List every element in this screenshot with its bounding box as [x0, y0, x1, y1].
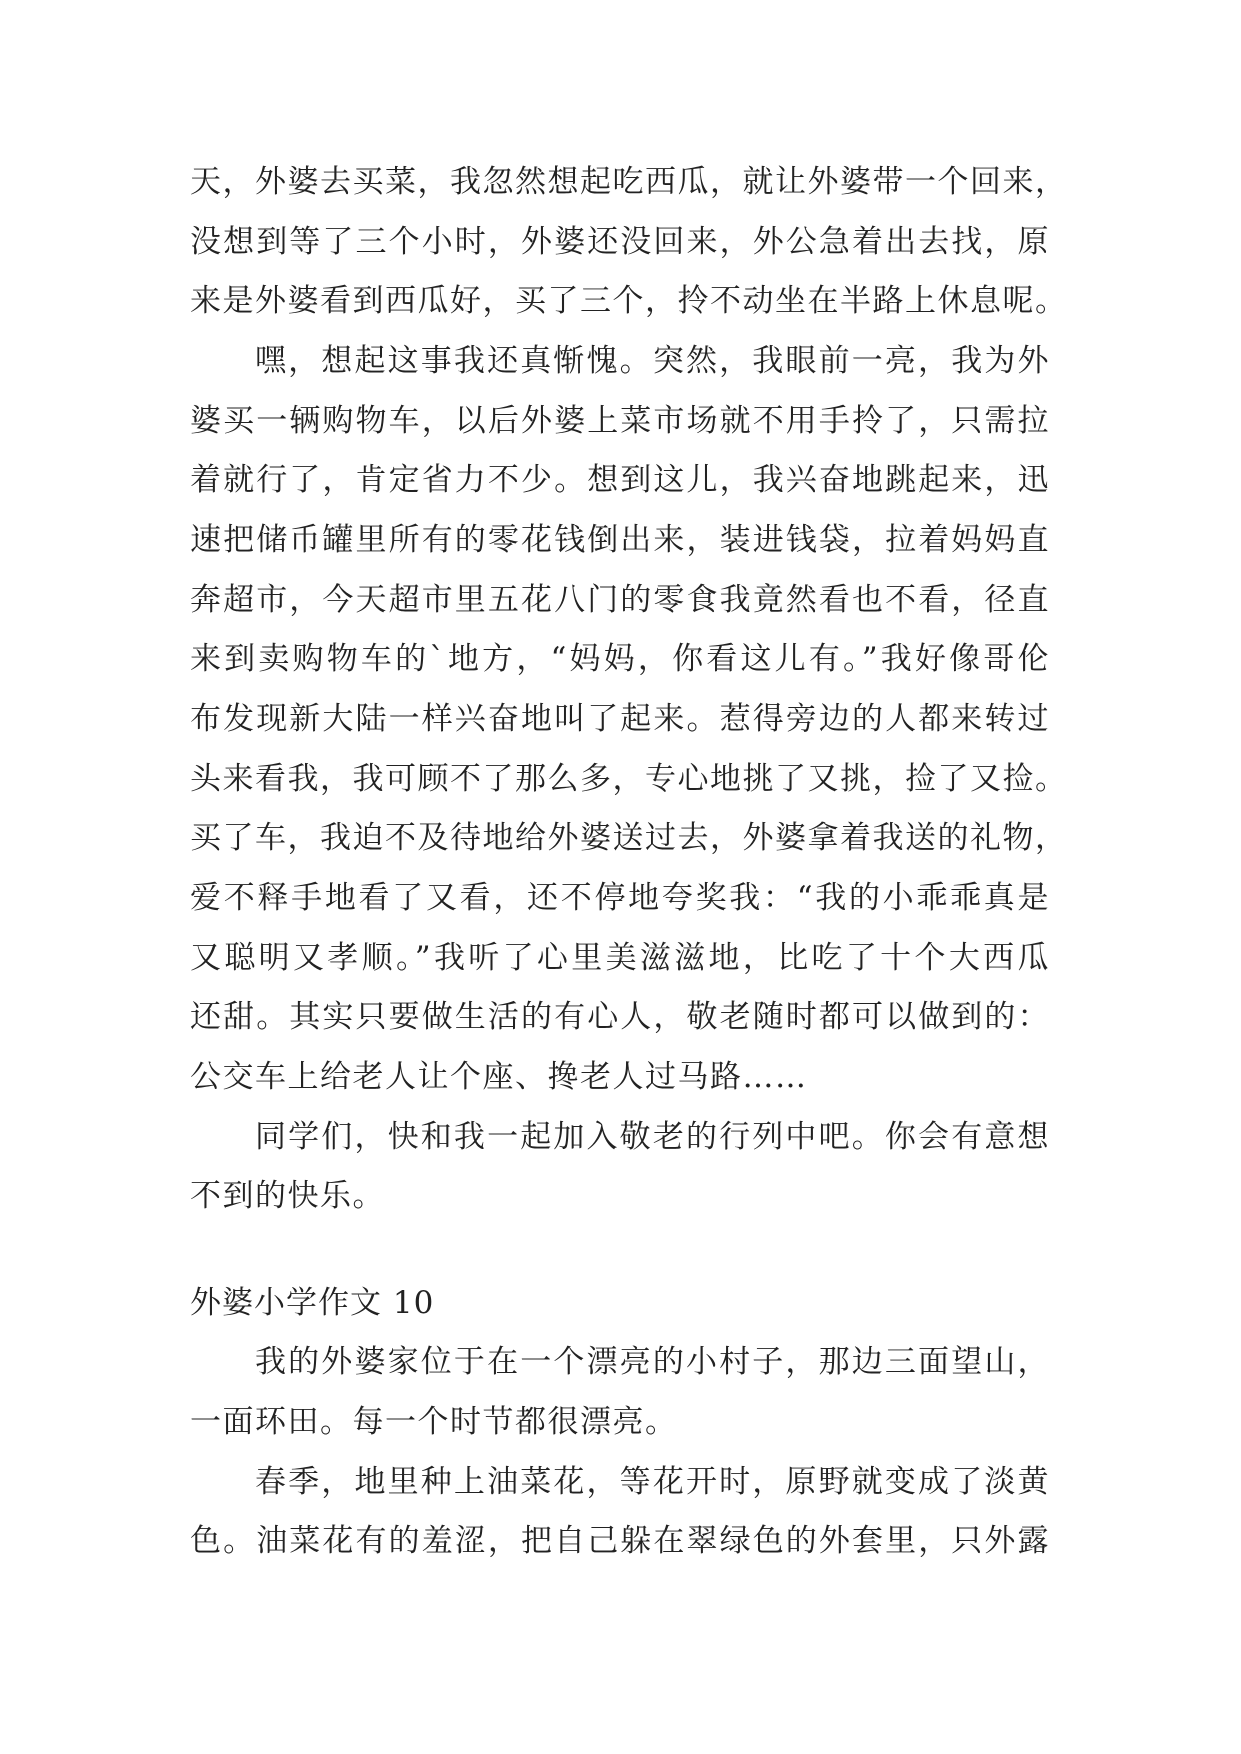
- paragraph-2-line-6: 来到卖购物车的`地方，“妈妈，你看这儿有。”我好像哥伦: [190, 641, 1050, 677]
- paragraph-2-line-7: 布发现新大陆一样兴奋地叫了起来。惹得旁边的人都来转过: [190, 701, 1050, 737]
- paragraph-1-line-1: 天，外婆去买菜，我忽然想起吃西瓜，就让外婆带一个回来，: [190, 164, 1068, 200]
- paragraph-2-line-11: 又聪明又孝顺。”我听了心里美滋滋地，比吃了十个大西瓜: [190, 940, 1050, 976]
- paragraph-3-line-2: 不到的快乐。: [190, 1178, 385, 1214]
- paragraph-2-line-10: 爱不释手地看了又看，还不停地夸奖我：“我的小乖乖真是: [190, 880, 1050, 916]
- paragraph-2-line-9: 买了车，我迫不及待地给外婆送过去，外婆拿着我送的礼物，: [190, 820, 1068, 856]
- section-title: 外婆小学作文 10: [190, 1285, 435, 1321]
- paragraph-5-line-1: 春季，地里种上油菜花，等花开时，原野就变成了淡黄: [255, 1464, 1050, 1500]
- paragraph-2-line-2: 婆买一辆购物车，以后外婆上菜市场就不用手拎了，只需拉: [190, 403, 1050, 439]
- paragraph-2-line-4: 速把储币罐里所有的零花钱倒出来，装进钱袋，拉着妈妈直: [190, 522, 1050, 558]
- paragraph-2-line-12: 还甜。其实只要做生活的有心人，敬老随时都可以做到的：: [190, 999, 1050, 1035]
- paragraph-5-line-2: 色。油菜花有的羞涩，把自己躲在翠绿色的外套里，只外露: [190, 1523, 1050, 1559]
- paragraph-2-line-13: 公交车上给老人让个座、搀老人过马路……: [190, 1059, 808, 1095]
- paragraph-2-line-3: 着就行了，肯定省力不少。想到这儿，我兴奋地跳起来，迅: [190, 462, 1050, 498]
- paragraph-1-line-3: 来是外婆看到西瓜好，买了三个，拎不动坐在半路上休息呢。: [190, 283, 1068, 319]
- paragraph-4-line-1: 我的外婆家位于在一个漂亮的小村子，那边三面望山，: [255, 1344, 1050, 1380]
- paragraph-2-line-1: 嘿，想起这事我还真惭愧。突然，我眼前一亮，我为外: [255, 343, 1050, 379]
- paragraph-2-line-8: 头来看我，我可顾不了那么多，专心地挑了又挑，捡了又捡。: [190, 761, 1068, 797]
- paragraph-1-line-2: 没想到等了三个小时，外婆还没回来，外公急着出去找，原: [190, 224, 1050, 260]
- paragraph-2-line-5: 奔超市，今天超市里五花八门的零食我竟然看也不看，径直: [190, 582, 1050, 618]
- paragraph-4-line-2: 一面环田。每一个时节都很漂亮。: [190, 1404, 678, 1440]
- paragraph-3-line-1: 同学们，快和我一起加入敬老的行列中吧。你会有意想: [255, 1119, 1050, 1155]
